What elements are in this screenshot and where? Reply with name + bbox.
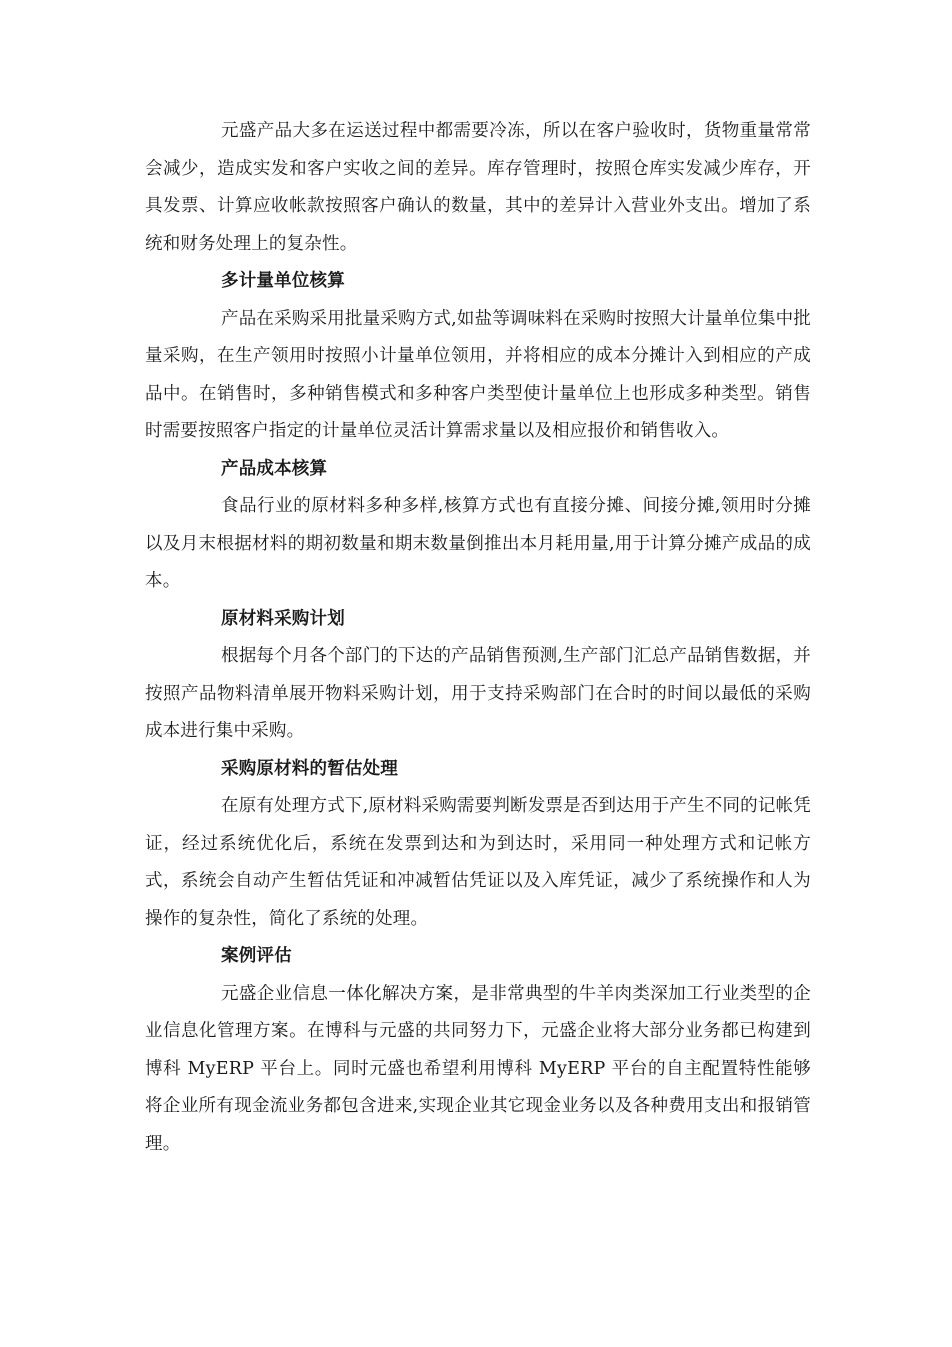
paragraph-product-cost-accounting: 食品行业的原材料多种多样,核算方式也有直接分摊、间接分摊,领用时分摊以及月末根据材料的期初数量和期末数量倒推出本月耗用量,用于计算分摊产成品的成本。 (145, 496, 811, 591)
heading-raw-material-purchase-plan: 原材料采购计划 (221, 608, 345, 629)
paragraph-raw-material-purchase-plan: 根据每个月各个部门的下达的产品销售预测,生产部门汇总产品销售数据，并按照产品物料清单展开物料采购计划，用于支持采购部门在合时的时间以最低的采购成本进行集中采购。 (145, 646, 811, 741)
paragraph-case-evaluation: 元盛企业信息一体化解决方案，是非常典型的牛羊肉类深加工行业类型的企业信息化管理方案。在博科与元盛的共同努力下，元盛企业将大部分业务都已构建到博科 MyERP 平台上。同时元盛也希望利用博科 MyERP 平台的自主配置特性能够将企业所有现金流业务都包含进来,实现企业其它现金业务以及各种费用支出和报销管理。 (145, 983, 811, 1154)
heading-case-evaluation: 案例评估 (221, 946, 292, 966)
heading-product-cost-accounting: 产品成本核算 (221, 458, 328, 479)
document-body (145, 113, 811, 1163)
heading-provisional-estimate: 采购原材料的暂估处理 (221, 758, 398, 779)
heading-multi-unit-accounting: 多计量单位核算 (221, 271, 345, 291)
paragraph-provisional-estimate: 在原有处理方式下,原材料采购需要判断发票是否到达用于产生不同的记帐凭证，经过系统优化后，系统在发票到达和为到达时，采用同一种处理方式和记帐方式，系统会自动产生暂估凭证和冲减暂估凭证以及入库凭证，减少了系统操作和人为操作的复杂性，简化了系统的处理。 (145, 796, 811, 929)
paragraph-multi-unit-accounting: 产品在采购采用批量采购方式,如盐等调味料在采购时按照大计量单位集中批量采购，在生产领用时按照小计量单位领用，并将相应的成本分摊计入到相应的产成品中。在销售时，多种销售模式和多种客户类型使计量单位上也形成多种类型。销售时需要按照客户指定的计量单位灵活计算需求量以及相应报价和销售收入。 (145, 308, 811, 441)
paragraph-inventory-difference: 元盛产品大多在运送过程中都需要冷冻，所以在客户验收时，货物重量常常会减少，造成实发和客户实收之间的差异。库存管理时，按照仓库实发减少库存，开具发票、计算应收帐款按照客户确认的数量，其中的差异计入营业外支出。增加了系统和财务处理上的复杂性。 (145, 121, 811, 254)
